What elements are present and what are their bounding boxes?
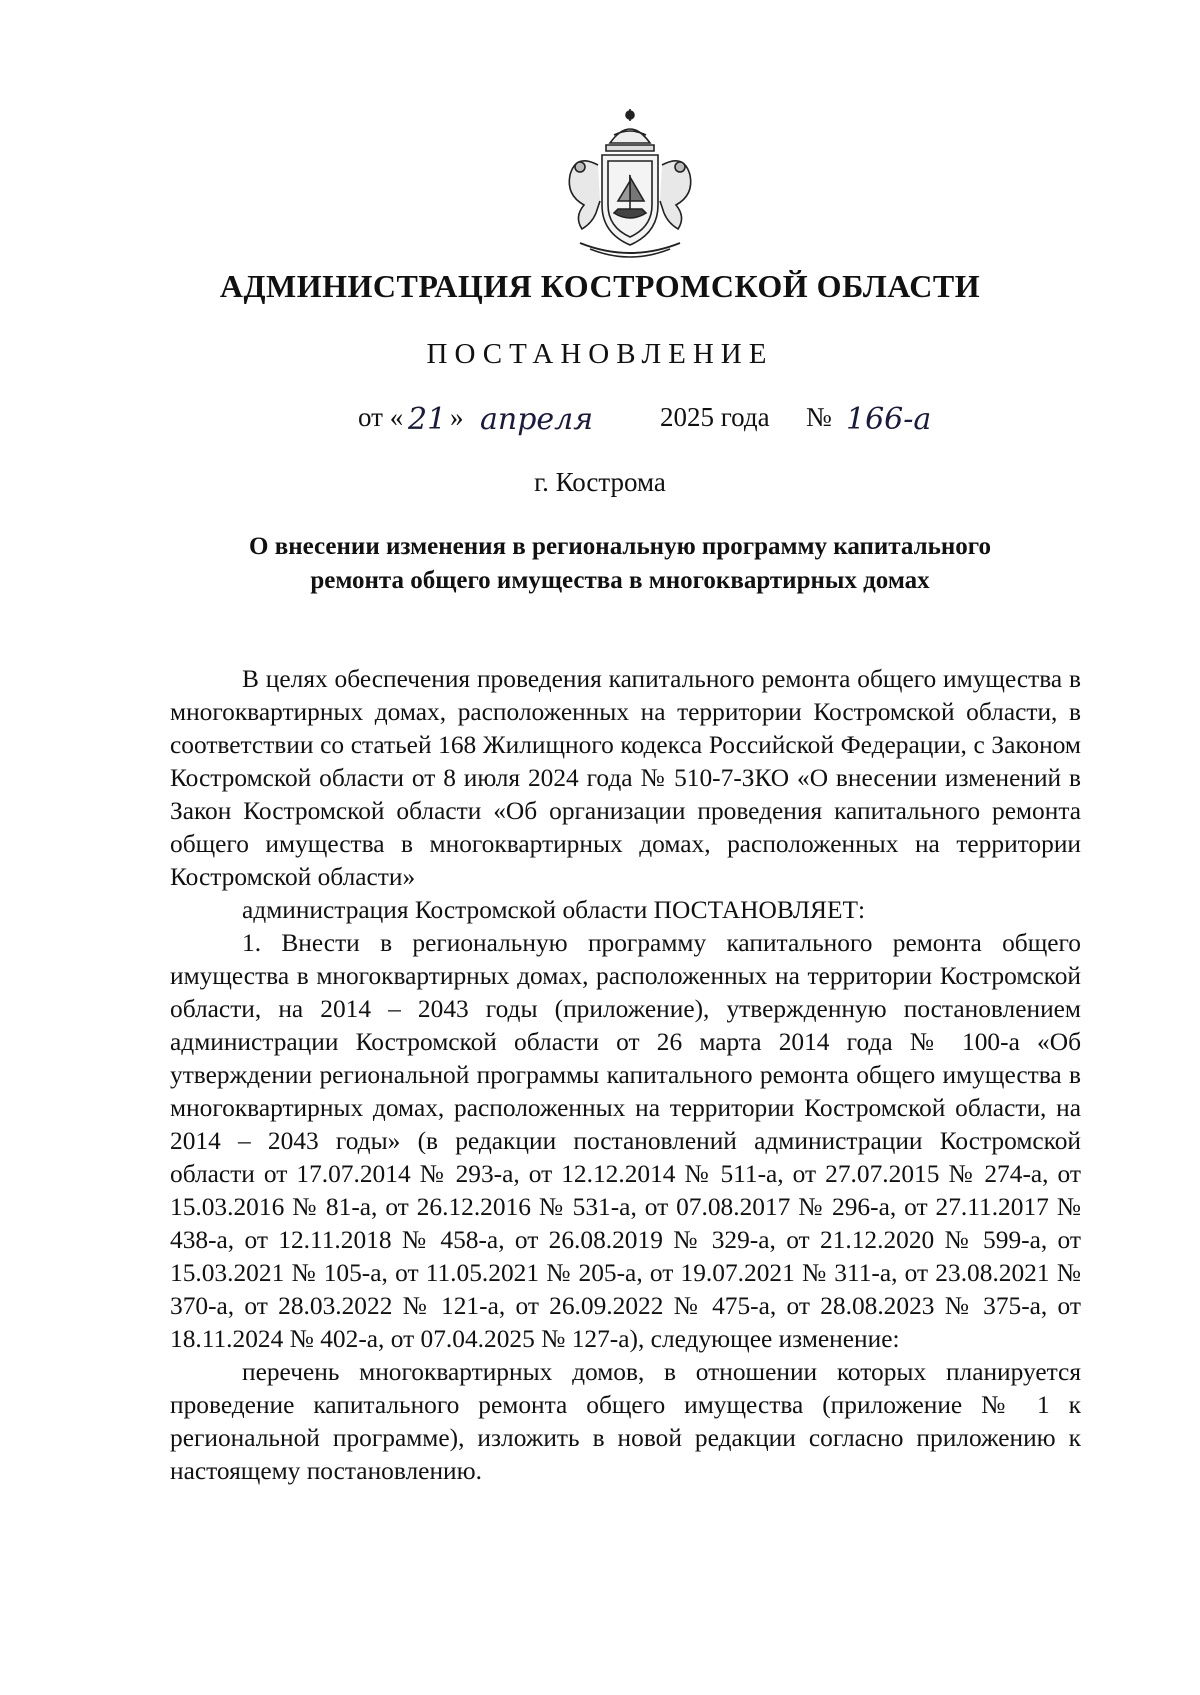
number-sign: № bbox=[806, 402, 832, 432]
date-year: 2025 года bbox=[660, 402, 770, 432]
document-type: ПОСТАНОВЛЕНИЕ bbox=[426, 338, 774, 370]
document-body bbox=[170, 663, 1081, 1488]
date-day-handwritten: 21 bbox=[408, 402, 447, 437]
subject-line-1: О внесении изменения в региональную программу капитального bbox=[249, 533, 991, 560]
document-number-handwritten: 166-а bbox=[846, 402, 932, 437]
subject-line-2: ремонта общего имущества в многоквартирных домах bbox=[310, 567, 930, 594]
date-month-handwritten: апреля bbox=[480, 402, 594, 437]
body-paragraph-resolves: администрация Костромской области ПОСТАНОВЛЯЕТ: bbox=[242, 896, 866, 924]
date-close-quote: » bbox=[450, 402, 464, 432]
organization-title: АДМИНИСТРАЦИЯ КОСТРОМСКОЙ ОБЛАСТИ bbox=[219, 268, 981, 304]
coat-of-arms-icon bbox=[540, 105, 720, 265]
city-line: г. Кострома bbox=[534, 467, 666, 497]
document-subject bbox=[170, 530, 1070, 598]
body-paragraph-item-1: 1. Внести в региональную программу капитального ремонта общего имущества в многоквартирных домах, расположенных на территории Костромской области, на 2014 – 2043 годы (приложение), утвержденную постановлением администрации Костромской области от 26 марта 2014 года № 100-а «Об утверждении региональной программы капитального ремонта общего имущества в многоквартирных домах, расположенных на территории Костромской области, на 2014 – 2043 годы» (в редакции постановлений администрации Костромской области от 17.07.2014 № 293-а, от 12.12.2014 № 511-а, от 27.07.2015 № 274-а, от 15.03.2016 № 81-а, от 26.12.2016 № 531-а, от 07.08.2017 № 296-а, от 27.11.2017 № 438-а, от 12.11.2018 № 458-а, от 26.08.2019 № 329-а, от 21.12.2020 № 599-а, от 15.03.2021 № 105-а, от 11.05.2021 № 205-а, от 19.07.2021 № 311-а, от 23.08.2021 № 370-а, от 28.03.2022 № 121-а, от 26.09.2022 № 475-а, от 28.08.2023 № 375-а, от 18.11.2024 № 402-а, от 07.04.2025 № 127-а), следующее изменение: bbox=[170, 929, 1081, 1353]
date-number-line bbox=[358, 396, 1058, 446]
body-paragraph-change: перечень многоквартирных домов, в отношении которых планируется проведение капитального ремонта общего имущества (приложение № 1 к региональной программе), изложить в новой редакции согласно приложению к настоящему постановлению. bbox=[170, 1358, 1081, 1485]
date-prefix: от « bbox=[358, 402, 404, 432]
body-paragraph-preamble: В целях обеспечения проведения капитального ремонта общего имущества в многоквартирных домах, расположенных на территории Костромской области, в соответствии со статьей 168 Жилищного кодекса Российской Федерации, с Законом Костромской области от 8 июля 2024 года № 510-7-ЗКО «О внесении изменений в Закон Костромской области «Об организации проведения капитального ремонта общего имущества в многоквартирных домах, расположенных на территории Костромской области» bbox=[170, 665, 1081, 891]
